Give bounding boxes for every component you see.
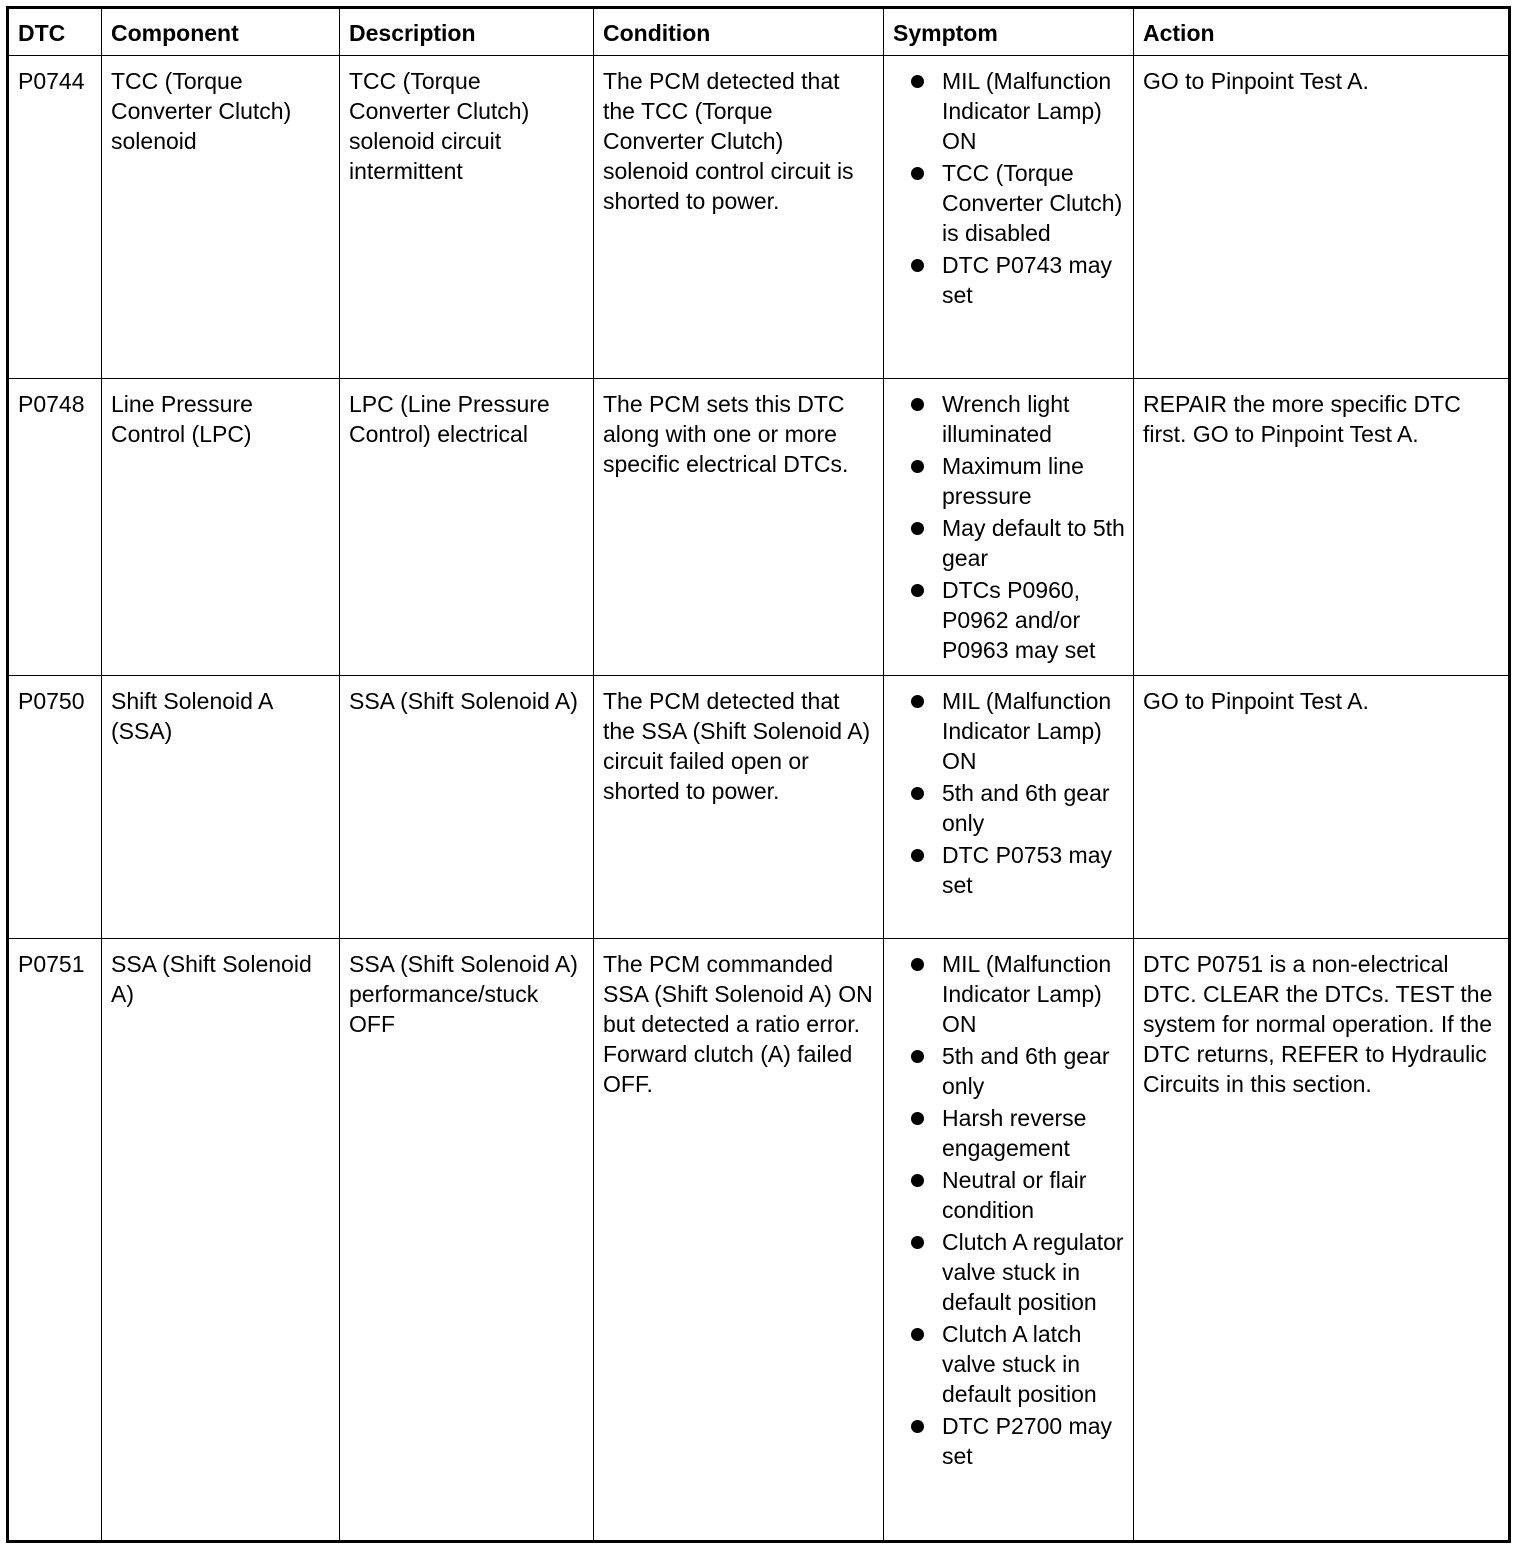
symptom-item [893,778,1125,838]
cell-description: LPC (Line Pressure Control) electrical [340,379,594,676]
symptom-text: 5th and 6th gear only [942,780,1110,836]
symptom-text: Maximum line pressure [942,453,1084,509]
cell-action: DTC P0751 is a non-electrical DTC. CLEAR the DTCs. TEST the system for normal operation. If the DTC returns, REFER to Hydraulic Circuits in this section. [1134,939,1510,1542]
bullet-icon [911,1420,924,1433]
table-row [8,676,1510,939]
cell-component: SSA (Shift Solenoid A) [102,939,340,1542]
symptom-item [893,513,1125,573]
bullet-icon [911,259,924,272]
symptom-list [893,686,1125,900]
bullet-icon [911,584,924,597]
cell-action: GO to Pinpoint Test A. [1134,56,1510,379]
cell-component: Shift Solenoid A (SSA) [102,676,340,939]
cell-dtc: P0750 [8,676,102,939]
bullet-icon [911,1050,924,1063]
cell-dtc: P0748 [8,379,102,676]
table-row [8,379,1510,676]
bullet-icon [911,958,924,971]
bullet-icon [911,460,924,473]
header-dtc: DTC [8,8,102,56]
symptom-item [893,250,1125,310]
bullet-icon [911,522,924,535]
symptom-item [893,1411,1125,1471]
symptom-item [893,389,1125,449]
header-action: Action [1134,8,1510,56]
symptom-text: MIL (Malfunction Indicator Lamp) ON [942,688,1112,774]
symptom-text: 5th and 6th gear only [942,1043,1110,1099]
table-row [8,56,1510,379]
symptom-item [893,1319,1125,1409]
symptom-text: DTC P2700 may set [942,1413,1113,1469]
bullet-icon [911,1112,924,1125]
header-component: Component [102,8,340,56]
cell-description: SSA (Shift Solenoid A) [340,676,594,939]
cell-symptom [884,379,1134,676]
cell-symptom [884,56,1134,379]
bullet-icon [911,1328,924,1341]
cell-condition: The PCM sets this DTC along with one or more specific electrical DTCs. [594,379,884,676]
cell-dtc: P0744 [8,56,102,379]
cell-symptom [884,939,1134,1542]
symptom-list [893,66,1125,310]
cell-component: TCC (Torque Converter Clutch) solenoid [102,56,340,379]
symptom-text: Harsh reverse engagement [942,1105,1087,1161]
symptom-item [893,451,1125,511]
symptom-text: DTC P0753 may set [942,842,1113,898]
cell-action: GO to Pinpoint Test A. [1134,676,1510,939]
bullet-icon [911,75,924,88]
symptom-text: Neutral or flair condition [942,1167,1087,1223]
table-row [8,939,1510,1542]
cell-component: Line Pressure Control (LPC) [102,379,340,676]
symptom-item [893,1227,1125,1317]
symptom-item [893,949,1125,1039]
bullet-icon [911,398,924,411]
bullet-icon [911,695,924,708]
cell-description: SSA (Shift Solenoid A) performance/stuck OFF [340,939,594,1542]
bullet-icon [911,167,924,180]
bullet-icon [911,1174,924,1187]
bullet-icon [911,1236,924,1249]
symptom-text: DTCs P0960, P0962 and/or P0963 may set [942,577,1096,663]
symptom-text: Clutch A regulator valve stuck in default position [942,1229,1124,1315]
cell-dtc: P0751 [8,939,102,1542]
header-symptom: Symptom [884,8,1134,56]
symptom-item [893,1041,1125,1101]
symptom-text: May default to 5th gear [942,515,1125,571]
header-condition: Condition [594,8,884,56]
cell-condition: The PCM commanded SSA (Shift Solenoid A) ON but detected a ratio error. Forward clutch (A) failed OFF. [594,939,884,1542]
symptom-item [893,66,1125,156]
header-row [8,8,1510,56]
symptom-text: Clutch A latch valve stuck in default position [942,1321,1097,1407]
cell-action: REPAIR the more specific DTC first. GO to Pinpoint Test A. [1134,379,1510,676]
symptom-text: DTC P0743 may set [942,252,1113,308]
bullet-icon [911,849,924,862]
symptom-item [893,158,1125,248]
symptom-item [893,840,1125,900]
symptom-item [893,1103,1125,1163]
symptom-item [893,1165,1125,1225]
cell-symptom [884,676,1134,939]
cell-condition: The PCM detected that the TCC (Torque Converter Clutch) solenoid control circuit is shorted to power. [594,56,884,379]
symptom-text: Wrench light illuminated [942,391,1070,447]
symptom-item [893,575,1125,665]
symptom-list [893,389,1125,665]
symptom-text: MIL (Malfunction Indicator Lamp) ON [942,68,1112,154]
symptom-text: TCC (Torque Converter Clutch) is disabled [942,160,1123,246]
symptom-text: MIL (Malfunction Indicator Lamp) ON [942,951,1112,1037]
header-description: Description [340,8,594,56]
symptom-list [893,949,1125,1471]
bullet-icon [911,787,924,800]
cell-description: TCC (Torque Converter Clutch) solenoid circuit intermittent [340,56,594,379]
cell-condition: The PCM detected that the SSA (Shift Solenoid A) circuit failed open or shorted to power. [594,676,884,939]
symptom-item [893,686,1125,776]
dtc-table [6,6,1511,1543]
